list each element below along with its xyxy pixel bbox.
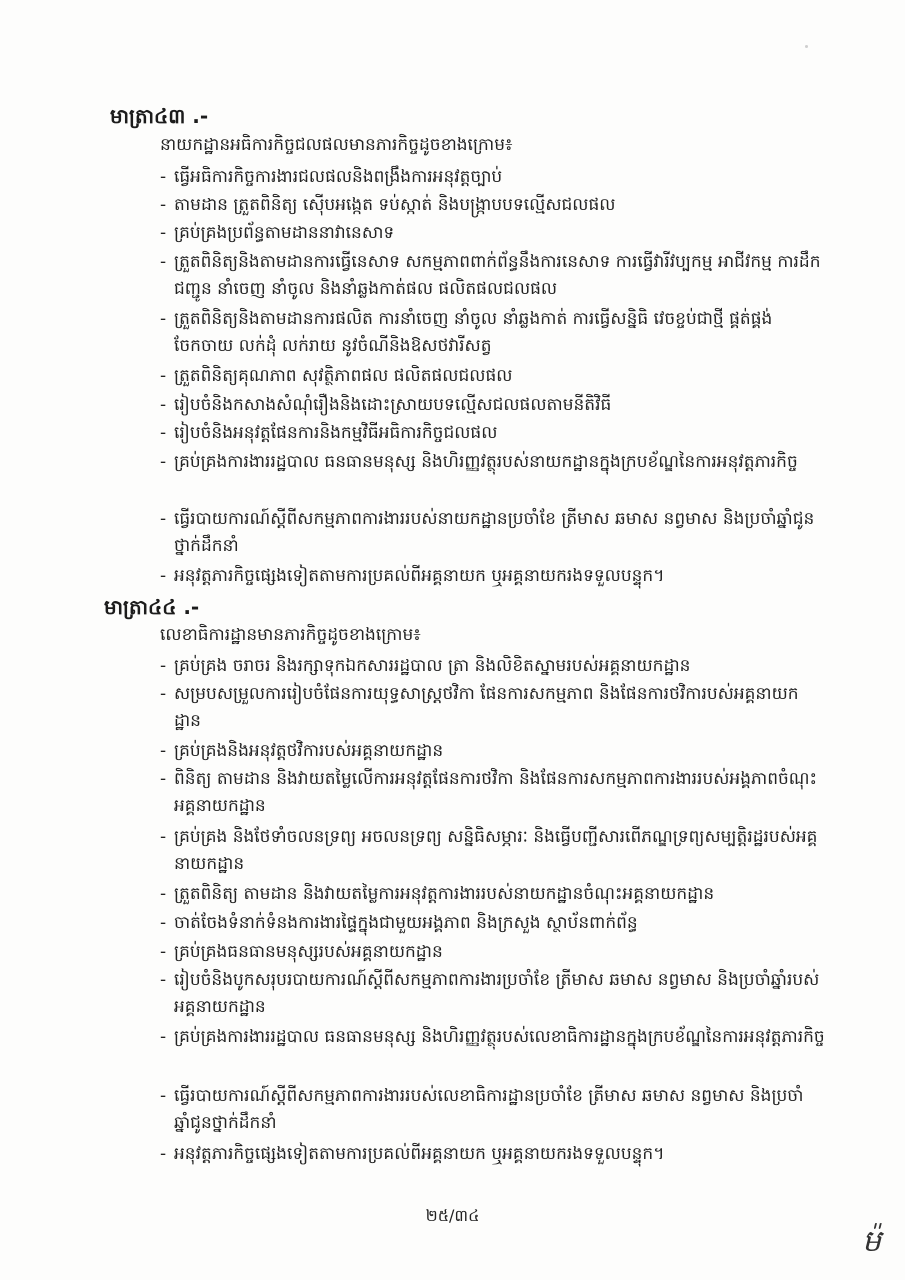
handwritten-initial: ម៉ [862,1224,882,1259]
article-43-item-text: ធ្វើអធិការកិច្ចការងារជលផលនិងពង្រឹងការអនុវត្តច្បាប់ [174,167,503,187]
article-44-item-text: គ្រប់គ្រង និងថែទាំចលនទ្រព្យ អចលនទ្រព្យ សន្និធិសម្ភារៈ និងធ្វើបញ្ជីសារពើភណ្ឌទ្រព្យសម្បត្តិរដ្ឋរបស់អគ្គនាយកដ្ឋាន [174,827,818,874]
article-44-intro: លេខាធិការដ្ឋានមានភារកិច្ចដូចខាងក្រោម៖ [160,625,421,645]
article-44-item-text: អនុវត្តភារកិច្ចផ្សេងទៀតតាមការប្រគល់ពីអគ្គនាយក ឬអគ្គនាយករងទទួលបន្ទុក។ [174,1144,665,1164]
article-44-item [160,1083,825,1137]
article-43-item [160,563,825,590]
article-44-item [160,738,825,765]
article-44-item-text: គ្រប់គ្រងការងាររដ្ឋបាល ធនធានមនុស្ស និងហិរញ្ញវត្ថុរបស់លេខាធិការដ្ឋានក្នុងក្របខ័ណ្ឌនៃការអនុវត្តភារកិច្ច [174,1027,825,1047]
bullet-dash: - [160,684,167,704]
bullet-dash: - [160,223,167,243]
article-43-item-text: អនុវត្តភារកិច្ចផ្សេងទៀតតាមការប្រគល់ពីអគ្គនាយក ឬអគ្គនាយករងទទួលបន្ទុក។ [174,566,665,586]
bullet-dash: - [160,884,167,904]
bullet-dash: - [160,741,167,761]
article-44-item [160,1141,825,1168]
article-44-item [160,881,825,908]
bullet-dash: - [160,769,167,789]
article-43-item [160,506,825,560]
article-43-item [160,192,825,219]
article-44-item [160,1024,825,1051]
bullet-dash: - [160,942,167,962]
article-44-item-text: ចាត់ចែងទំនាក់ទំនងការងារផ្ទៃក្នុងជាមួយអង្គភាព និងក្រសួង ស្ថាប័នពាក់ព័ន្ធ [174,913,638,933]
bullet-dash: - [160,509,167,529]
article-43-item [160,363,825,390]
scan-speck [805,45,808,48]
bullet-dash: - [160,395,167,415]
page-number: ២៥/៣៤ [425,1206,480,1225]
article-43-item [160,392,825,419]
article-43-item-text: ត្រួតពិនិត្យនិងតាមដានការធ្វើនេសាទ សកម្មភាពពាក់ព័ន្ធនឹងការនេសាទ ការធ្វើវារីវប្បកម្ម អាជីវកម្ម ការដឹកជញ្ជូន នាំចេញ នាំចូល និងនាំឆ្លងកាត់ផល ផលិតផលជលផល [174,252,821,299]
article-44-item [160,967,825,1021]
article-44-item-text: សម្របសម្រួលការរៀបចំផែនការយុទ្ធសាស្ត្រថវិកា ផែនការសកម្មភាព និងផែនការថវិការបស់អគ្គនាយកដ្ឋាន [174,684,799,731]
bullet-dash: - [160,366,167,386]
article-43-item-text: ត្រួតពិនិត្យនិងតាមដានការផលិត ការនាំចេញ នាំចូល នាំឆ្លងកាត់ ការធ្វើសន្និធិ វេចខ្ចប់ជាថ្មី ផ្គត់ផ្គង់ ចែកចាយ លក់ដុំ លក់រាយ នូវចំណីនិងឱសថវារីសត្វ [174,309,773,356]
article-43-item [160,220,825,247]
bullet-dash: - [160,452,167,472]
bullet-dash: - [160,423,167,443]
bullet-dash: - [160,195,167,215]
bullet-dash: - [160,827,167,847]
article-43-item-text: គ្រប់គ្រងប្រព័ន្ធតាមដាននាវានេសាទ [174,223,395,243]
bullet-dash: - [160,656,167,676]
article-44-item-text: គ្រប់គ្រង ចរាចរ និងរក្សាទុកឯកសាររដ្ឋបាល ត្រា និងលិខិតស្នាមរបស់អគ្គនាយកដ្ឋាន [174,656,691,676]
article-43-intro: នាយកដ្ឋានអធិការកិច្ចជលផលមានភារកិច្ចដូចខាងក្រោម៖ [160,135,513,155]
article-43-item-text: រៀបចំនិងកសាងសំណុំរឿងនិងដោះស្រាយបទល្មើសជលផលតាមនីតិវិធី [174,395,612,415]
bullet-dash: - [160,566,167,586]
article-44-item-text: គ្រប់គ្រងនិងអនុវត្តថវិការបស់អគ្គនាយកដ្ឋាន [174,741,444,761]
article-43-item [160,306,825,360]
article-44-item [160,824,825,878]
article-43-item-text: ធ្វើរបាយការណ៍ស្តីពីសកម្មភាពការងាររបស់នាយកដ្ឋានប្រចាំខែ ត្រីមាស ឆមាស នព្វមាស និងប្រចាំឆ្នាំជូនថ្នាក់ដឹកនាំ [174,509,815,556]
bullet-dash: - [160,1027,167,1047]
article-43-item [160,420,825,447]
article-43-item-text: គ្រប់គ្រងការងាររដ្ឋបាល ធនធានមនុស្ស និងហិរញ្ញវត្ថុរបស់នាយកដ្ឋានក្នុងក្របខ័ណ្ឌនៃការអនុវត្តភារកិច្ច [174,452,798,472]
article-43-item [160,249,825,303]
article-43-item [160,449,825,476]
article-44-item-text: ត្រួតពិនិត្យ តាមដាន និងវាយតម្លៃការអនុវត្តការងាររបស់នាយកដ្ឋានចំណុះអគ្គនាយកដ្ឋាន [174,884,715,904]
article-43-item-text: តាមដាន ត្រួតពិនិត្យ ស៊ើបអង្កេត ទប់ស្កាត់ និងបង្ក្រាបបទល្មើសជលផល [174,195,616,215]
article-44-item [160,653,825,680]
bullet-dash: - [160,309,167,329]
article-44-item [160,910,825,937]
article-44-item [160,766,825,820]
bullet-dash: - [160,913,167,933]
article-44-item-text: គ្រប់គ្រងធនធានមនុស្សរបស់អគ្គនាយកដ្ឋាន [174,942,443,962]
article-43-item-text: រៀបចំនិងអនុវត្តផែនការនិងកម្មវិធីអធិការកិច្ចជលផល [174,423,498,443]
bullet-dash: - [160,1144,167,1164]
article-44-item-text: រៀបចំនិងបូកសរុបរបាយការណ៍ស្តីពីសកម្មភាពការងារប្រចាំខែ ត្រីមាស ឆមាស នព្វមាស និងប្រចាំឆ្នាំរបស់អគ្គនាយកដ្ឋាន [174,970,820,1017]
article-43-item-text: ត្រួតពិនិត្យគុណភាព សុវត្ថិភាពផល ផលិតផលជលផល [174,366,513,386]
article-44-item [160,939,825,966]
bullet-dash: - [160,1086,167,1106]
bullet-dash: - [160,167,167,187]
article-44-item [160,681,825,735]
bullet-dash: - [160,970,167,990]
article-44-item-text: ធ្វើរបាយការណ៍ស្តីពីសកម្មភាពការងាររបស់លេខាធិការដ្ឋានប្រចាំខែ ត្រីមាស ឆមាស នព្វមាស និងប្រចាំឆ្នាំជូនថ្នាក់ដឹកនាំ [174,1086,804,1133]
article-43-item [160,164,825,191]
article-44-item-text: ពិនិត្យ តាមដាន និងវាយតម្លៃលើការអនុវត្តផែនការថវិកា និងផែនការសកម្មភាពការងាររបស់អង្គភាពចំណុះអគ្គនាយកដ្ឋាន [174,769,818,816]
article-44-heading: មាត្រា៤៤ .- [104,595,200,619]
bullet-dash: - [160,252,167,272]
article-43-heading: មាត្រា៤៣ .- [110,104,209,128]
